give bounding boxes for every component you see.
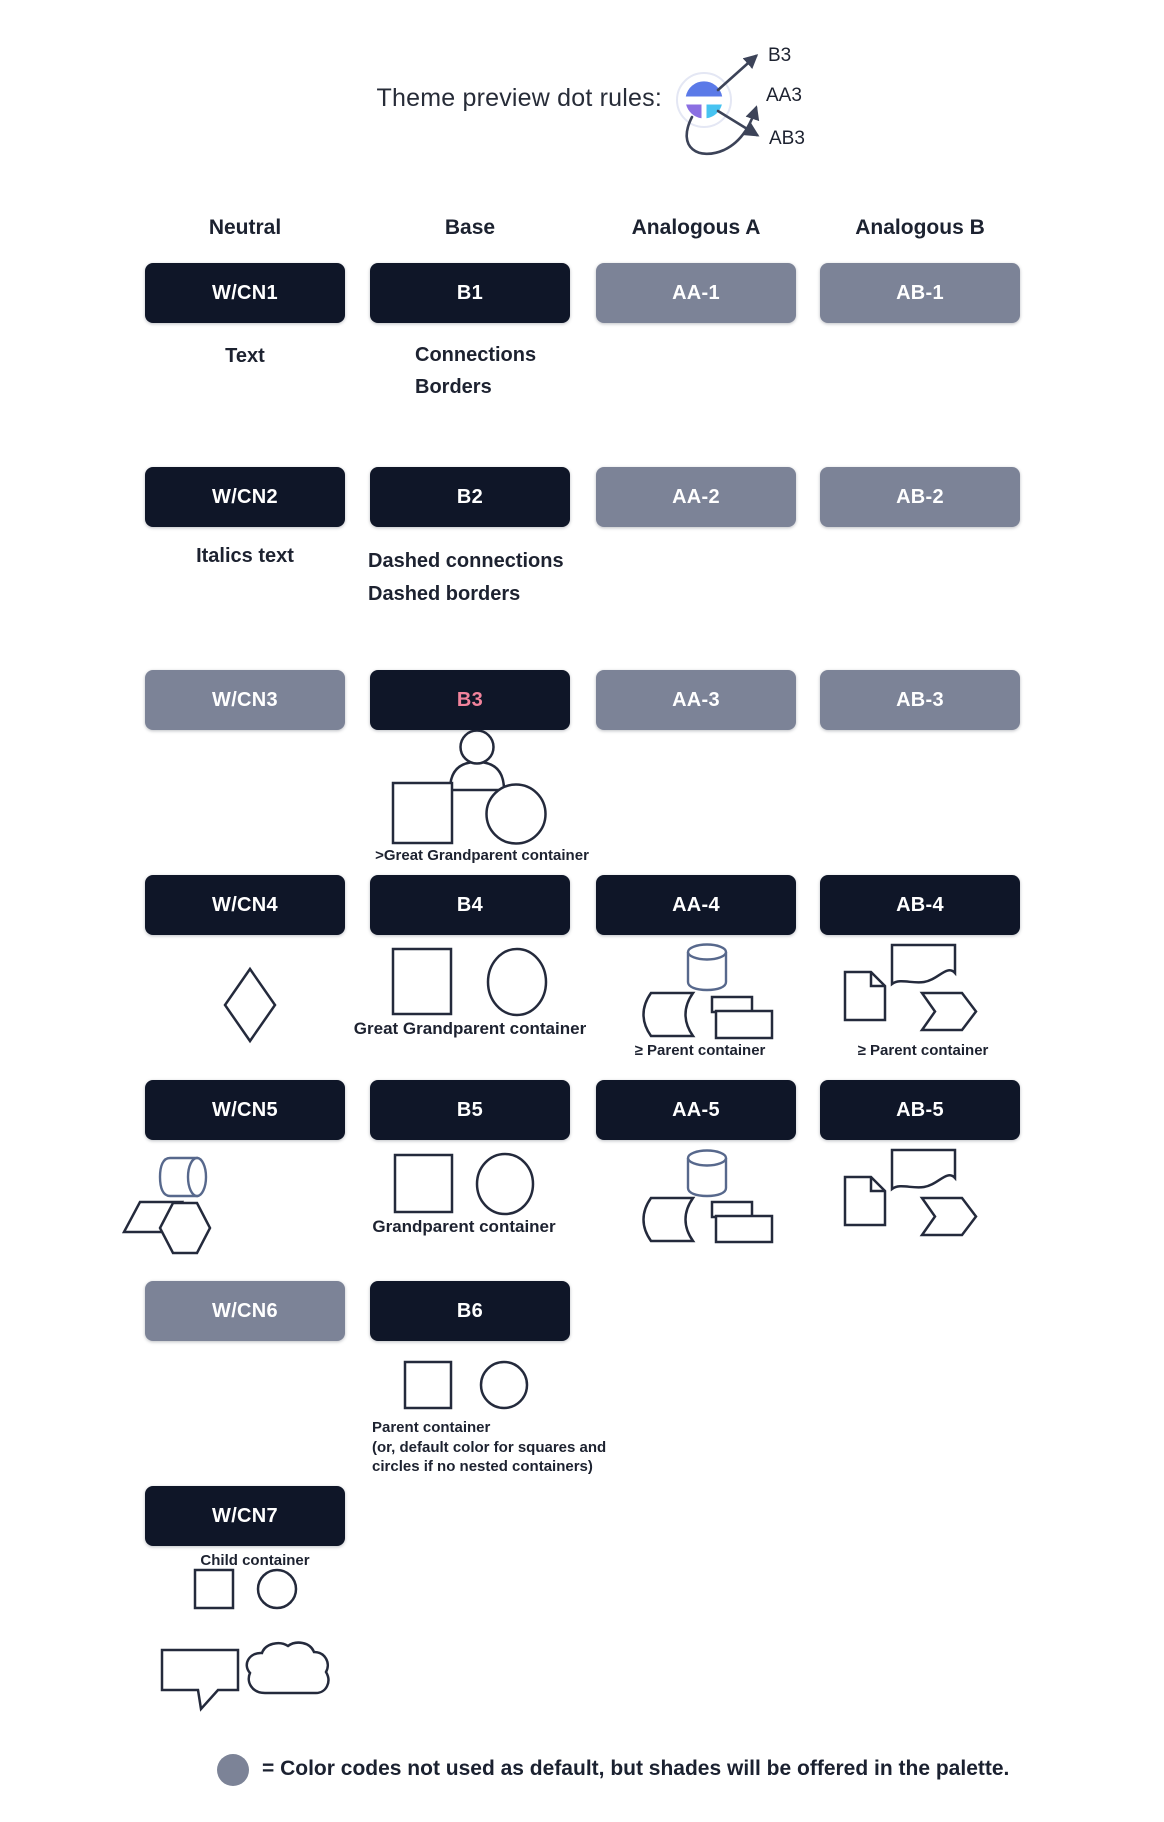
note-shape bbox=[845, 1177, 885, 1225]
b4-great-grandparent-shapes bbox=[393, 949, 546, 1015]
b5-grandparent-shapes bbox=[395, 1154, 533, 1214]
caption-b1-connections: Connections bbox=[415, 344, 537, 366]
swatch-wcn7: W/CN7 bbox=[145, 1486, 345, 1546]
caption-wcn1-text: Text bbox=[225, 345, 265, 367]
swatch-b6: B6 bbox=[370, 1281, 570, 1341]
chevron-banner-shape bbox=[922, 1198, 976, 1235]
swatch-aa4: AA-4 bbox=[596, 875, 796, 935]
square-shape bbox=[393, 783, 452, 843]
swatch-ab4: AB-4 bbox=[820, 875, 1020, 935]
column-header-base: Base bbox=[444, 216, 496, 239]
cylinder-shape bbox=[688, 945, 726, 991]
caption-wcn7-child: Child container bbox=[200, 1552, 310, 1569]
square-shape bbox=[395, 1155, 452, 1212]
swatch-aa1: AA-1 bbox=[596, 263, 796, 323]
square-shape bbox=[405, 1362, 451, 1408]
wave-document-shape bbox=[892, 945, 955, 984]
horizontal-cylinder-shape bbox=[160, 1158, 206, 1196]
note-fold bbox=[871, 1177, 885, 1191]
circle-shape bbox=[477, 1154, 533, 1214]
column-header-analogous-a: Analogous A bbox=[631, 216, 761, 239]
wcn7-child-shapes bbox=[162, 1570, 328, 1709]
wcn4-diamond-shape bbox=[225, 969, 275, 1041]
caption-b6-parent-line1: Parent container bbox=[372, 1419, 491, 1436]
swatch-wcn6: W/CN6 bbox=[145, 1281, 345, 1341]
person-icon bbox=[450, 731, 504, 791]
theme-preview-dot-icon bbox=[677, 73, 731, 127]
dot-label-b3: B3 bbox=[768, 45, 792, 66]
caption-wcn2-italics: Italics text bbox=[196, 545, 294, 567]
swatch-ab5: AB-5 bbox=[820, 1080, 1020, 1140]
b6-parent-shapes bbox=[405, 1362, 527, 1408]
chevron-banner-shape bbox=[922, 993, 976, 1030]
caption-b6-parent-line3: circles if no nested containers) bbox=[372, 1458, 593, 1475]
legend-text: = Color codes not used as default, but shades will be offered in the palette. bbox=[262, 1757, 1010, 1780]
swatch-b3: B3 bbox=[370, 670, 570, 730]
stored-data-shape bbox=[644, 993, 694, 1036]
swatch-aa3: AA-3 bbox=[596, 670, 796, 730]
square-shape bbox=[393, 949, 451, 1014]
hexagon-shape bbox=[160, 1203, 210, 1253]
caption-b4-great-grandparent: Great Grandparent container bbox=[353, 1019, 587, 1038]
square-shape bbox=[195, 1570, 233, 1608]
parallelogram-shape bbox=[124, 1202, 182, 1232]
arrow-to-aa3 bbox=[687, 108, 756, 154]
aa5-parent-shapes bbox=[644, 1151, 773, 1243]
dot-label-ab3: AB3 bbox=[769, 128, 805, 149]
caption-b3-great-grandparent: >Great Grandparent container bbox=[375, 847, 589, 864]
arrow-to-b3 bbox=[718, 56, 756, 90]
page-title: Theme preview dot rules: bbox=[376, 84, 662, 112]
cylinder-shape bbox=[688, 1151, 726, 1197]
swatch-b4: B4 bbox=[370, 875, 570, 935]
dot-rule-arrows bbox=[687, 56, 757, 154]
wcn5-shapes bbox=[124, 1158, 210, 1253]
ab4-parent-shapes bbox=[845, 945, 976, 1030]
swatch-b5: B5 bbox=[370, 1080, 570, 1140]
caption-b2-dashed-connections: Dashed connections bbox=[368, 550, 564, 572]
ab5-parent-shapes bbox=[845, 1150, 976, 1235]
wave-document-shape bbox=[892, 1150, 955, 1189]
speech-bubble-shape bbox=[162, 1650, 238, 1709]
circle-shape bbox=[481, 1362, 527, 1408]
swatch-ab3: AB-3 bbox=[820, 670, 1020, 730]
swatch-wcn1: W/CN1 bbox=[145, 263, 345, 323]
swatch-b1: B1 bbox=[370, 263, 570, 323]
legend-dot-icon bbox=[217, 1754, 249, 1786]
stored-data-shape bbox=[644, 1198, 694, 1241]
b3-great-grandparent-shapes bbox=[393, 731, 546, 844]
swatch-aa5: AA-5 bbox=[596, 1080, 796, 1140]
swatch-wcn5: W/CN5 bbox=[145, 1080, 345, 1140]
swatch-ab2: AB-2 bbox=[820, 467, 1020, 527]
swatch-wcn4: W/CN4 bbox=[145, 875, 345, 935]
aa4-parent-shapes bbox=[644, 945, 773, 1039]
column-header-analogous-b: Analogous B bbox=[855, 216, 985, 239]
caption-aa4-parent: ≥ Parent container bbox=[634, 1042, 766, 1059]
folder-shape bbox=[712, 997, 772, 1038]
note-fold bbox=[871, 972, 885, 986]
column-header-neutral: Neutral bbox=[208, 216, 282, 239]
swatch-ab1: AB-1 bbox=[820, 263, 1020, 323]
swatch-aa2: AA-2 bbox=[596, 467, 796, 527]
dot-label-aa3: AA3 bbox=[766, 85, 802, 106]
circle-shape bbox=[487, 785, 546, 844]
note-shape bbox=[845, 972, 885, 1020]
caption-b2-dashed-borders: Dashed borders bbox=[368, 583, 521, 605]
circle-shape bbox=[258, 1570, 296, 1608]
arrow-to-ab3 bbox=[718, 111, 757, 135]
caption-b6-parent-line2: (or, default color for squares and bbox=[372, 1439, 607, 1456]
caption-b5-grandparent: Grandparent container bbox=[372, 1217, 556, 1236]
cloud-shape bbox=[247, 1643, 329, 1693]
caption-b1-borders: Borders bbox=[415, 376, 492, 398]
swatch-wcn2: W/CN2 bbox=[145, 467, 345, 527]
circle-shape bbox=[488, 949, 546, 1015]
swatch-b2: B2 bbox=[370, 467, 570, 527]
folder-shape bbox=[712, 1202, 772, 1242]
caption-ab4-parent: ≥ Parent container bbox=[857, 1042, 989, 1059]
swatch-wcn3: W/CN3 bbox=[145, 670, 345, 730]
